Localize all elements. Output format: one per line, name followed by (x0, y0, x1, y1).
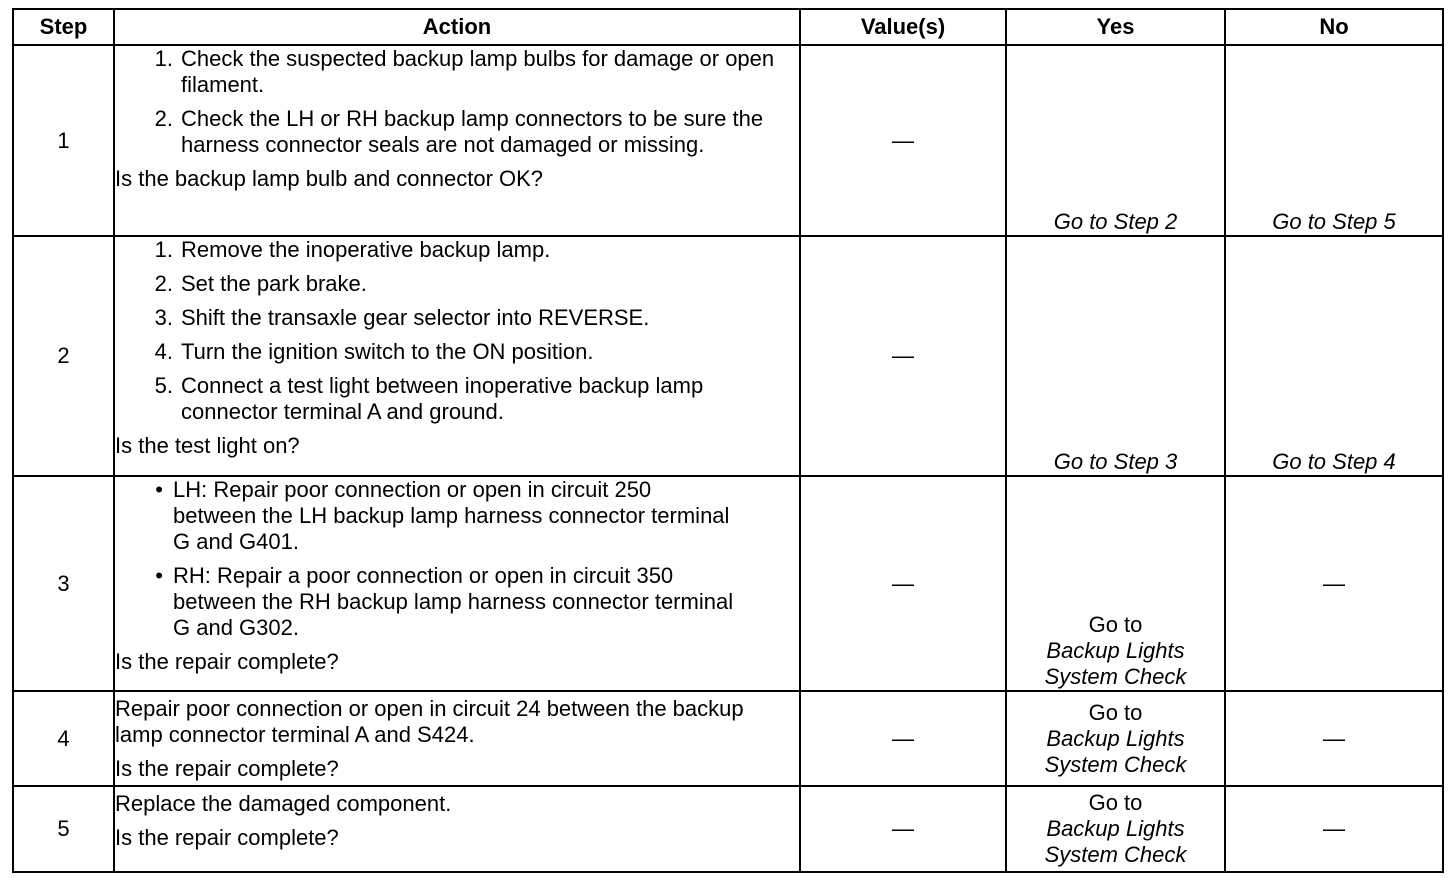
yes-link[interactable] (1006, 786, 1225, 872)
procedure-list (115, 46, 799, 158)
list-item: 3. Shift the transaxle gear selector into REVERSE. (154, 305, 650, 330)
yes-prefix: Go to Backup Lights System Check (1044, 699, 1187, 777)
value-cell: — (800, 786, 1006, 872)
yes-link[interactable] (1006, 691, 1225, 786)
no-value: — (1225, 691, 1443, 786)
question-text: Is the test light on? (115, 433, 300, 458)
bullet-list (115, 477, 799, 641)
question-text: Is the repair complete? (115, 825, 339, 850)
value-cell: — (800, 236, 1006, 476)
action-cell (114, 236, 800, 476)
no-value: — (1225, 476, 1443, 691)
header-step: Step (13, 9, 114, 45)
action-cell (114, 691, 800, 786)
header-no: No (1225, 9, 1443, 45)
list-item: • RH: Repair a poor connection or open in circuit 350 between the RH backup lamp harness connector terminal G and G302. (155, 563, 734, 640)
diagnostic-table (12, 8, 1444, 873)
step-number: 3 (13, 476, 114, 691)
question-text: Is the repair complete? (115, 649, 339, 674)
step-number: 5 (13, 786, 114, 872)
value-cell: — (800, 691, 1006, 786)
no-link[interactable]: Go to Step 5 (1225, 45, 1443, 236)
action-text: Replace the damaged component. (115, 791, 452, 816)
action-cell (114, 45, 800, 236)
list-item: 1. Check the suspected backup lamp bulbs for damage or open filament. (154, 46, 775, 97)
yes-link[interactable] (1006, 476, 1225, 691)
table-row (13, 476, 1443, 691)
header-row (13, 9, 1443, 45)
step-number: 1 (13, 45, 114, 236)
no-value: — (1225, 786, 1443, 872)
value-cell: — (800, 45, 1006, 236)
action-text: Repair poor connection or open in circuit 24 between the backup lamp connector terminal A and S424. (115, 696, 744, 747)
list-item: 4. Turn the ignition switch to the ON position. (154, 339, 594, 364)
question-text: Is the repair complete? (115, 756, 339, 781)
list-item: 5. Connect a test light between inoperative backup lamp connector terminal A and ground. (154, 373, 704, 424)
list-item: 1. Remove the inoperative backup lamp. (154, 237, 551, 262)
step-number: 2 (13, 236, 114, 476)
header-yes: Yes (1006, 9, 1225, 45)
question-text: Is the backup lamp bulb and connector OK? (115, 166, 544, 191)
no-link[interactable]: Go to Step 4 (1225, 236, 1443, 476)
yes-link[interactable]: Go to Step 2 (1006, 45, 1225, 236)
yes-prefix: Go to Backup Lights System Check (1044, 612, 1187, 689)
action-cell (114, 786, 800, 872)
list-item: • LH: Repair poor connection or open in circuit 250 between the LH backup lamp harness connector terminal G and G401. (155, 477, 730, 554)
procedure-list (115, 237, 799, 425)
table-row (13, 786, 1443, 872)
header-action: Action (114, 9, 800, 45)
list-item: 2. Set the park brake. (154, 271, 367, 296)
value-cell: — (800, 476, 1006, 691)
step-number: 4 (13, 691, 114, 786)
yes-prefix: Go to Backup Lights System Check (1044, 790, 1187, 867)
header-values: Value(s) (800, 9, 1006, 45)
action-cell (114, 476, 800, 691)
table-row (13, 691, 1443, 786)
yes-link[interactable]: Go to Step 3 (1006, 236, 1225, 476)
table-row (13, 236, 1443, 476)
list-item: 2. Check the LH or RH backup lamp connectors to be sure the harness connector seals are not damaged or missing. (154, 106, 764, 157)
table-row (13, 45, 1443, 236)
